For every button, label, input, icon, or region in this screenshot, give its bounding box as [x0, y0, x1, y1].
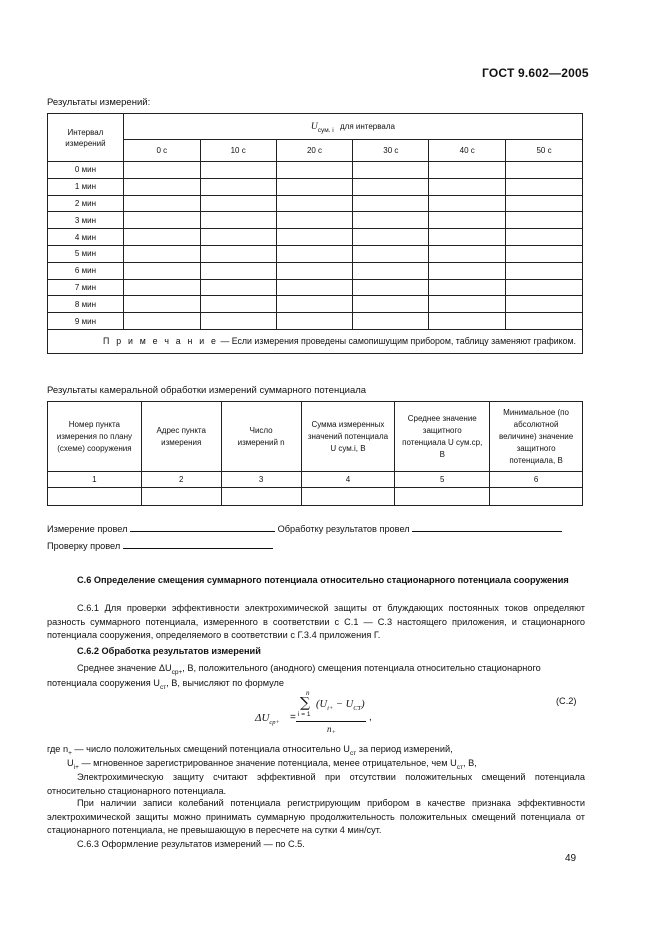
table-cell	[429, 229, 506, 246]
page-number: 49	[565, 853, 577, 864]
paragraph-c6-1: С.6.1 Для проверки эффективности электрохимической защиты от блуждающих постоянных токов определяют разность суммарного потенциала, измеренного в соответствии с С.1 — С.3 настоящего приложения, и стационарного потенциала сооружения, определяемого в соответствии с Г.3.4 приложения Г.	[47, 603, 585, 640]
subsection-title: С.6.2 Обработка результатов измерений	[77, 646, 261, 656]
table-cell	[506, 245, 583, 262]
table-cell	[429, 162, 506, 179]
table-cell	[48, 488, 142, 506]
formula-sum-bottom: i = 1	[298, 711, 311, 718]
text-run: Среднее значение ΔU	[77, 663, 172, 673]
table-cell	[276, 195, 353, 212]
table-cell	[200, 245, 276, 262]
table-cell	[200, 229, 276, 246]
table-cell	[395, 488, 490, 506]
text-run: — мгновенное зарегистрированное значение потенциала, менее отрицательное, чем U	[78, 758, 457, 768]
table-cell	[353, 262, 429, 279]
row-label: 9 мин	[48, 313, 124, 330]
row-label: 4 мин	[48, 229, 124, 246]
table-cell	[200, 162, 276, 179]
table-cell	[353, 313, 429, 330]
text-sub: +	[68, 750, 72, 757]
row-label: 6 мин	[48, 262, 124, 279]
formula-sum-top: n	[306, 689, 310, 697]
formula-number: (С.2)	[556, 696, 577, 706]
formula-term: $(U_{i+} - U_{CT})$	[316, 699, 365, 712]
table-cell	[301, 488, 395, 506]
section-title: С.6 Определение смещения суммарного потенциала относительно стационарного потенциала сооружения	[77, 575, 569, 585]
table-cell	[506, 195, 583, 212]
row-label: 5 мин	[48, 245, 124, 262]
text-run: где n	[47, 744, 69, 754]
where-line-2	[67, 757, 477, 772]
signature-processed-label: Обработку результатов провел	[277, 524, 410, 534]
text-sub: ст	[456, 764, 464, 771]
paragraph-effective: Электрохимическую защиту считают эффективной при отсутствии положительных смещений потенциала относительно стационарного потенциала.	[47, 772, 585, 796]
table-cell	[353, 296, 429, 313]
column-header: 50 с	[506, 140, 583, 162]
where-line-1	[47, 743, 453, 758]
formula-lhs: $\Delta U_{ср+}$	[255, 712, 280, 726]
u-subscript: сум. i	[317, 126, 334, 134]
group-header	[123, 114, 582, 140]
table-cell	[429, 178, 506, 195]
paragraph-c6-2	[47, 662, 585, 691]
table-cell	[506, 279, 583, 296]
text-run: , В,	[463, 758, 477, 768]
text-sub: ст	[349, 750, 357, 757]
text-run: за период измерений,	[356, 744, 453, 754]
table-cell	[506, 178, 583, 195]
header-min-potential: Минимальное (по абсолютной величине) значение защитного потенциала, В	[490, 402, 583, 472]
column-number: 4	[301, 472, 395, 488]
table-cell	[353, 195, 429, 212]
header-point-number: Номер пункта измерения по плану (схеме) сооружения	[48, 402, 142, 472]
table-cell	[429, 313, 506, 330]
column-header: 30 с	[353, 140, 429, 162]
table-cell	[506, 296, 583, 313]
table-cell	[353, 212, 429, 229]
paragraph-recording: При наличии записи колебаний потенциала регистрирующим прибором в качестве признака эффективности электрохимической защиты можно принимать суммарную продолжительность положительных смещений потенциала от стационарного потенциала, не превышающую в пересчете на сутки 4 мин/сут.	[47, 798, 585, 835]
signature-line	[123, 547, 273, 549]
table-cell	[429, 279, 506, 296]
text-sub: ст	[159, 683, 167, 691]
signature-measured-label: Измерение провел	[47, 524, 128, 534]
paragraph-c6-3: С.6.3 Оформление результатов измерений — по С.5.	[77, 839, 305, 849]
table-cell	[353, 178, 429, 195]
table-cell	[506, 262, 583, 279]
row-label: 3 мин	[48, 212, 124, 229]
table-cell	[429, 296, 506, 313]
table-cell	[200, 212, 276, 229]
row-label: 8 мин	[48, 296, 124, 313]
table-cell	[221, 488, 301, 506]
formula	[0, 689, 661, 740]
table-cell	[276, 162, 353, 179]
interval-header: Интервал измерений	[48, 114, 124, 162]
table-cell	[123, 245, 200, 262]
text-run: , В, положительного (анодного) смещения потенциала относительно стационарного потенциала сооружения U	[47, 663, 541, 688]
table-cell	[123, 262, 200, 279]
row-label: 1 мин	[48, 178, 124, 195]
table-note	[48, 329, 583, 353]
column-number: 6	[490, 472, 583, 488]
signature-line	[130, 530, 275, 532]
table-cell	[353, 229, 429, 246]
processing-caption: Результаты камеральной обработки измерений суммарного потенциала	[47, 385, 367, 396]
u-symbol: U	[310, 121, 318, 132]
row-label: 7 мин	[48, 279, 124, 296]
table-cell	[200, 262, 276, 279]
note-text: — Если измерения проведены самопишущим прибором, таблицу заменяют графиком.	[218, 336, 576, 347]
column-number: 1	[48, 472, 142, 488]
column-header: 20 с	[276, 140, 353, 162]
fraction-line	[296, 721, 366, 722]
table-cell	[506, 212, 583, 229]
table-cell	[276, 262, 353, 279]
table-cell	[123, 178, 200, 195]
table-cell	[123, 195, 200, 212]
text-sub: ср+	[171, 669, 183, 676]
table-cell	[123, 162, 200, 179]
processing-table	[47, 401, 583, 506]
signature-line	[412, 530, 562, 532]
signature-checked-label: Проверку провел	[47, 541, 121, 551]
table-cell	[276, 178, 353, 195]
text-run: — число положительных смещений потенциала относительно U	[71, 744, 350, 754]
formula-comma: ,	[369, 712, 372, 723]
column-number: 2	[141, 472, 221, 488]
column-number: 5	[395, 472, 490, 488]
table-cell	[123, 229, 200, 246]
table-cell	[429, 262, 506, 279]
group-header-text: для интервала	[339, 121, 395, 131]
results-caption: Результаты измерений:	[47, 97, 151, 108]
table-cell	[276, 245, 353, 262]
table-cell	[200, 279, 276, 296]
text-sub: i+	[73, 764, 79, 771]
note-label: П р и м е ч а н и е	[103, 336, 219, 347]
row-label: 2 мин	[48, 195, 124, 212]
table-cell	[123, 296, 200, 313]
table-cell	[123, 279, 200, 296]
signature-checked	[47, 540, 273, 554]
table-cell	[141, 488, 221, 506]
table-cell	[200, 313, 276, 330]
column-header: 40 с	[429, 140, 506, 162]
row-label: 0 мин	[48, 162, 124, 179]
table-cell	[506, 162, 583, 179]
header-point-address: Адрес пункта измерения	[141, 402, 221, 472]
text-run: U	[67, 758, 74, 768]
header-sum-potential: Сумма измеренных значений потенциала U сум.i, В	[301, 402, 395, 472]
column-number: 3	[221, 472, 301, 488]
table-cell	[353, 279, 429, 296]
table-cell	[276, 229, 353, 246]
header-mean-potential: Среднее значение защитного потенциала U сум.ср, В	[395, 402, 490, 472]
table-cell	[276, 296, 353, 313]
table-cell	[353, 245, 429, 262]
column-header: 0 с	[123, 140, 200, 162]
formula-sum-sign: ∑	[300, 695, 310, 711]
table-cell	[200, 296, 276, 313]
table-cell	[200, 178, 276, 195]
table-cell	[353, 162, 429, 179]
measurements-table	[47, 113, 583, 354]
text-run: , В, вычисляют по формуле	[166, 677, 285, 688]
doc-code: ГОСТ 9.602—2005	[482, 66, 589, 80]
table-cell	[200, 195, 276, 212]
table-cell	[429, 212, 506, 229]
signature-measured	[47, 523, 562, 537]
formula-den: $n_+$	[327, 724, 336, 736]
table-cell	[429, 195, 506, 212]
table-cell	[123, 313, 200, 330]
header-measure-count: Число измерений n	[221, 402, 301, 472]
table-cell	[429, 245, 506, 262]
column-header: 10 с	[200, 140, 276, 162]
table-cell	[276, 212, 353, 229]
table-cell	[123, 212, 200, 229]
table-cell	[276, 279, 353, 296]
table-cell	[276, 313, 353, 330]
formula-eq: =	[290, 712, 296, 723]
table-cell	[506, 229, 583, 246]
table-cell	[490, 488, 583, 506]
table-cell	[506, 313, 583, 330]
